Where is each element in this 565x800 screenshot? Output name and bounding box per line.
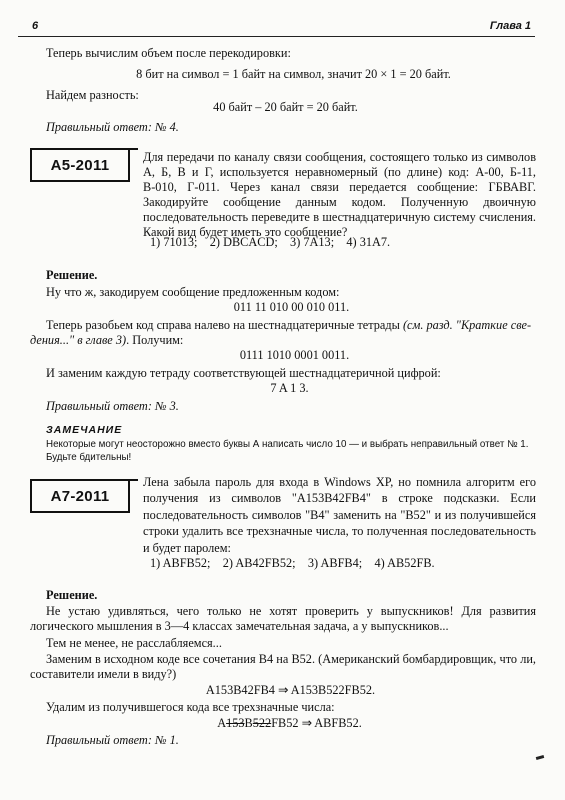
paragraph: И заменим каждую тетраду соответствующей шестнадцатеричной цифрой: — [46, 366, 441, 380]
paragraph: Найдем разность: — [46, 88, 139, 102]
paragraph: Заменим в исходном коде все сочетания B4 на B52. (Американский бомбардировщик, что ли, составители имели в виду?) — [30, 652, 536, 681]
box-connector — [130, 148, 138, 150]
page-number: 6 — [32, 20, 39, 32]
paragraph: Теперь разобьем код справа налево на шестнадцатеричные тетрады (см. разд. "Краткие све- — [46, 318, 532, 332]
paragraph: Не устаю удивляться, чего только не хотят проверить у выпускников! Для развития логического мышления в 3—4 классах замечательная задача, а у выпускников... — [30, 604, 536, 633]
task-label-box — [30, 148, 130, 182]
task-label-box — [30, 479, 130, 513]
deletion-formula: A153B522FB52 ⇒ ABFB52. — [217, 716, 362, 730]
paragraph: дения..." в главе 3). Получим: — [30, 333, 184, 347]
answer-options: 1) ABFB52; 2) AB42FB52; 3) ABFB4; 4) AB52FB. — [150, 556, 435, 570]
solution-heading: Решение. — [46, 268, 98, 282]
page-header — [18, 18, 535, 37]
hex-result: 7 A 1 3. — [270, 381, 309, 395]
solution-heading: Решение. — [46, 588, 98, 602]
answer-options: 1) 71013; 2) DBCACD; 3) 7A13; 4) 31A7. — [150, 235, 391, 249]
note-text: Некоторые могут неосторожно вместо буквы А написать число 10 — и выбрать неправильный ответ № 1. Будьте бдительны! — [46, 439, 529, 463]
binary-code: 011 11 010 00 010 011. — [233, 300, 350, 314]
struck-digits: 153 — [226, 716, 245, 730]
replacement-formula: A153B42FB4 ⇒ A153B522FB52. — [205, 683, 376, 697]
formula: 40 байт – 20 байт = 20 байт. — [213, 100, 358, 114]
struck-digits: 522 — [252, 716, 272, 730]
task-label: А7-2011 — [50, 487, 110, 505]
task-text: Для передачи по каналу связи сообщения, состоящего только из символов А, Б, В и Г, используется неравномерный (по длине) код: А-00, Б-11, В-010, Г-011. Через канал связи передается сообщение: ГБВАВГ. Закодируйте сообщение данным кодом. Полученную двоичную последовательность переведите в шестнадцатеричную систему счисления. Какой вид будет иметь это сообщение? — [143, 150, 536, 239]
note-heading: ЗАМЕЧАНИЕ — [46, 424, 123, 436]
task-text: Лена забыла пароль для входа в Windows XP, но помнила алгоритм его получения из символов "A153B42FB4" в строке подсказки. Если последовательность символов "B4" заменить на "B52" и из получившейся строки удалить все трехзначные числа, то полученная последовательность и будет паролем: — [143, 475, 536, 555]
paragraph: Ну что ж, закодируем сообщение предложенным кодом: — [46, 285, 340, 299]
formula: 8 бит на символ = 1 байт на символ, значит 20 × 1 = 20 байт. — [136, 67, 451, 81]
answer-line: Правильный ответ: № 3. — [46, 399, 179, 413]
paragraph: Удалим из получившегося кода все трехзначные числа: — [46, 700, 335, 714]
paragraph: Тем не менее, не расслабляемся... — [46, 636, 222, 650]
box-connector — [130, 479, 138, 481]
task-label: А5-2011 — [50, 156, 110, 174]
answer-line: Правильный ответ: № 4. — [46, 120, 179, 134]
page-end-mark — [536, 755, 545, 760]
answer-line: Правильный ответ: № 1. — [46, 733, 179, 747]
binary-tetrads: 0111 1010 0001 0011. — [239, 348, 350, 362]
chapter-title: Глава 1 — [489, 20, 531, 32]
paragraph: Теперь вычислим объем после перекодировки: — [46, 46, 291, 60]
